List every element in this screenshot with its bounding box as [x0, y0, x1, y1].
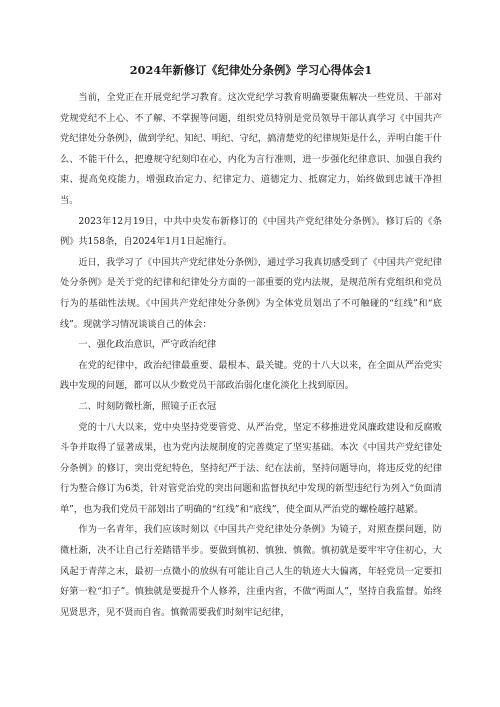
paragraph-intro: 当前，全党正在开展党纪学习教育。这次党纪学习教育明确要聚焦解决一些党员、干部对党规党纪不上心、不了解、不掌握等问题，组织党员特别是党员领导干部认真学习《中国共产党纪律处分条例》，做到学纪、知纪、明纪、守纪，搞清楚党的纪律规矩是什么，弄明白能干什么、不能干什么，把遵规守纪刻印在心，内化为言行准则，进一步强化纪律意识、加强自我约束、提高免疫能力，增强政治定力、纪律定力、道德定力、抵腐定力，始终做到忠诚干净担当。 [60, 92, 442, 206]
paragraph-study: 近日，我学习了《中国共产党纪律处分条例》，通过学习我真切感受到了《中国共产党纪律处分条例》是关于党的纪律和纪律处分方面的一部重要的党内法规，是规范所有党组织和党员行为的基础性法规。《中国共产党纪律处分条例》为全体党员划出了不可触碰的“红线”和“底线”。现就学习情况谈谈自己的体会： [60, 256, 442, 330]
paragraph-party-governance: 党的十八大以来，党中央坚持党要管党、从严治党，坚定不移推进党风廉政建设和反腐败斗争并取得了显著成果，也为党内法规制度的完善奠定了坚实基础。本次《中国共产党纪律处分条例》的修订，突出党纪特色，坚持纪严于法、纪在法前，坚持问题导向，将违反党的纪律行为整合修订为6类，针对管党治党的突出问题和监督执纪中发现的新型违纪行为列入“负面清单”，也为我们党员干部划出了明确的“红线”和“底线”，使全面从严治党的螺栓越拧越紧。 [60, 421, 442, 515]
paragraph-youth-reflection: 作为一名青年，我们应该时刻以《中国共产党纪律处分条例》为镜子，对照查摆问题，防微杜渐，决不让自己行差踏错半步。要做到慎初、慎独、慎微。慎初就是要牢牢守住初心，大风起于青萍之末，最初一点微小的放纵有可能让自己人生的轨迹大大偏离，年轻党员一定要扣好第一粒“扣子”。慎独就是要提升个人修养，注重内省，不做“两面人”，坚持自我监督。始终见贤思齐，见不贤而自省。慎微需要我们时刻牢记纪律， [60, 524, 442, 618]
document-title: 2024年新修订《纪律处分条例》学习心得体会1 [129, 63, 373, 77]
paragraph-release: 2023年12月19日，中共中央发布新修订的《中国共产党纪律处分条例》。修订后的《条例》共158条，自2024年1月1日起施行。 [60, 215, 442, 248]
section-heading-2: 二、时刻防微杜渐，照镜子正衣冠 [78, 400, 217, 412]
section-heading-1: 一、强化政治意识，严守政治纪律 [78, 339, 217, 351]
paragraph-political-discipline: 在党的纪律中，政治纪律最重要、最根本、最关键。党的十八大以来，在全面从严治党实践中发现的问题，都可以从少数党员干部政治弱化虚化淡化上找到原因。 [60, 359, 442, 392]
